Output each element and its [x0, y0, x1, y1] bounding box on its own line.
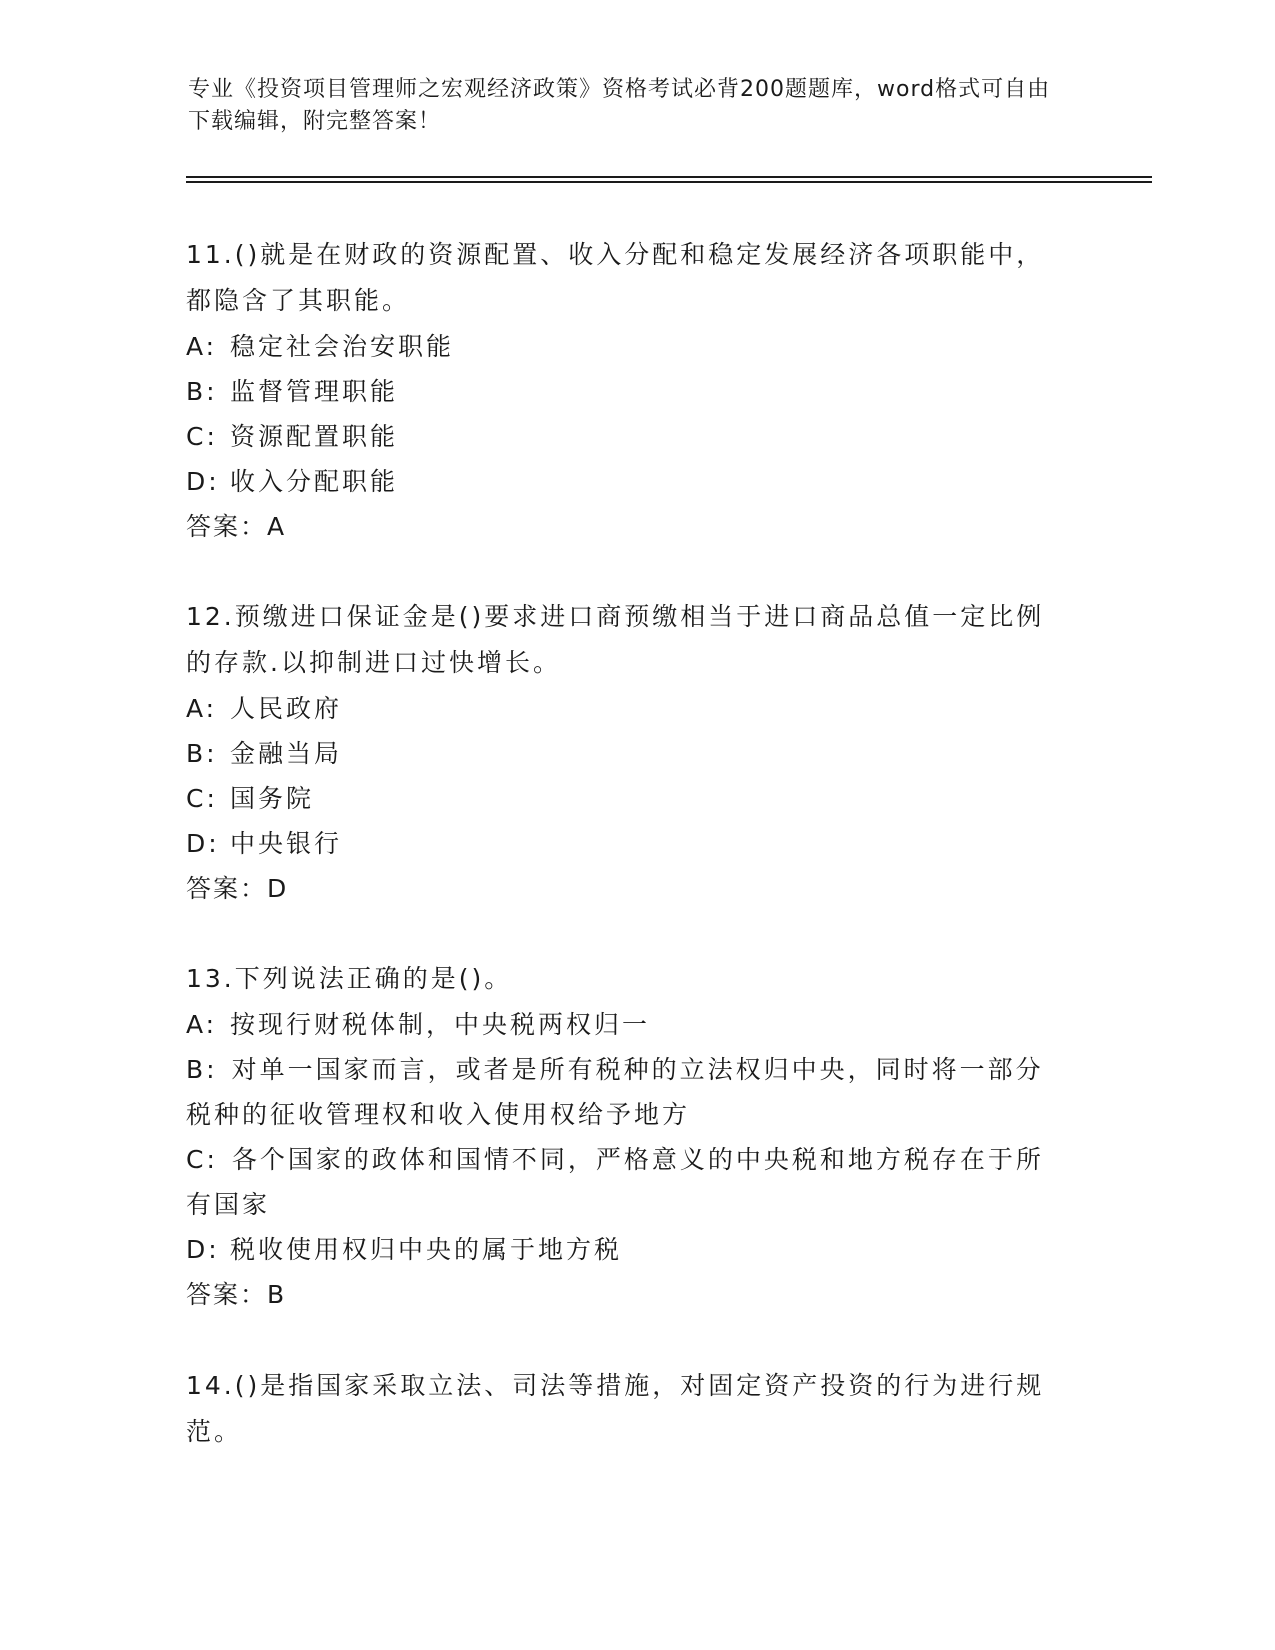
option-key: D: [186, 1235, 220, 1264]
option-key: C: [186, 422, 218, 451]
option-a [186, 686, 1066, 731]
option-c [186, 776, 1066, 821]
option-text: 金融当局 [230, 739, 343, 768]
option-key: B: [186, 377, 218, 406]
option-key: C: [186, 1145, 218, 1174]
answer-label: 答案： [186, 874, 268, 903]
option-text: 人民政府 [230, 694, 343, 723]
option-d [186, 459, 1066, 504]
option-a [186, 1002, 1066, 1047]
option-b [186, 731, 1066, 776]
header-title: 专业《投资项目管理师之宏观经济政策》资格考试必背200题题库，word格式可自由下载编辑，附完整答案！ [188, 77, 1051, 134]
answer-line [186, 504, 1066, 550]
answer-label: 答案： [186, 1280, 268, 1309]
question-stem: 11.()就是在财政的资源配置、收入分配和稳定发展经济各项职能中，都隐含了其职能。 [186, 240, 1045, 315]
header-divider-top [186, 176, 1152, 178]
answer-line [186, 866, 1066, 912]
document-header [188, 74, 1068, 138]
question-14 [186, 1363, 1066, 1455]
option-text: 国务院 [230, 784, 315, 813]
option-text: 监督管理职能 [230, 377, 399, 406]
option-key: D: [186, 829, 220, 858]
option-text: 稳定社会治安职能 [230, 332, 455, 361]
option-text: 按现行财税体制，中央税两权归一 [230, 1010, 651, 1039]
option-key: A: [186, 694, 218, 723]
option-text: 收入分配职能 [230, 467, 399, 496]
option-text: 税收使用权归中央的属于地方税 [230, 1235, 623, 1264]
question-stem: 14.()是指国家采取立法、司法等措施，对固定资产投资的行为进行规范。 [186, 1371, 1045, 1446]
answer-label: 答案： [186, 512, 268, 541]
question-12 [186, 594, 1066, 912]
option-key: D: [186, 467, 220, 496]
question-stem: 13.下列说法正确的是()。 [186, 964, 513, 993]
option-text: 资源配置职能 [230, 422, 399, 451]
option-text: 中央银行 [230, 829, 343, 858]
option-a [186, 324, 1066, 369]
answer-value: B [267, 1280, 287, 1309]
answer-line [186, 1272, 1066, 1318]
option-key: A: [186, 332, 218, 361]
option-b [186, 369, 1066, 414]
option-b [186, 1047, 1066, 1137]
option-c [186, 414, 1066, 459]
option-text: 对单一国家而言，或者是所有税种的立法权归中央，同时将一部分税种的征收管理权和收入使用权给予地方 [186, 1055, 1044, 1129]
question-11 [186, 232, 1066, 550]
option-key: C: [186, 784, 218, 813]
question-stem: 12.预缴进口保证金是()要求进口商预缴相当于进口商品总值一定比例的存款.以抑制进口过快增长。 [186, 602, 1045, 677]
question-13 [186, 956, 1066, 1318]
answer-value: A [267, 512, 287, 541]
option-key: A: [186, 1010, 218, 1039]
option-key: B: [186, 739, 218, 768]
answer-value: D [267, 874, 289, 903]
option-c [186, 1137, 1066, 1227]
option-text: 各个国家的政体和国情不同，严格意义的中央税和地方税存在于所有国家 [186, 1145, 1044, 1219]
option-d [186, 1227, 1066, 1272]
option-key: B: [186, 1055, 218, 1084]
header-divider-bottom [186, 181, 1152, 183]
option-d [186, 821, 1066, 866]
